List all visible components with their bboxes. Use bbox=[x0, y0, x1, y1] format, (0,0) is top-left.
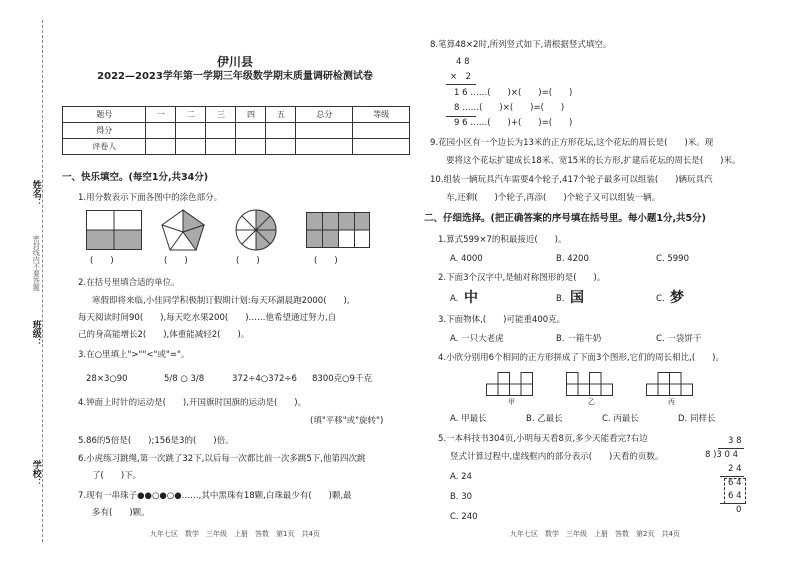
school-label: 学校： bbox=[30, 460, 41, 487]
s2-q2-opt-c[interactable]: C. bbox=[656, 294, 665, 304]
q8-row-5: 9 6 ……( )+( )=( ) bbox=[454, 118, 573, 128]
q3-item-2[interactable]: 5/8 ○ 3/8 bbox=[164, 374, 205, 384]
q9-line2: 要将这个花坛扩建成长18米、宽15米的长方形,扩建后花坛的周长是( )米。 bbox=[446, 156, 741, 166]
header-cell: 二 bbox=[176, 107, 206, 123]
q4-line1: 4.钟面上时针的运动是( ),开国旗时国旗的运动是( )。 bbox=[78, 398, 307, 408]
q10-line1: 10.组装一辆玩具汽车需要4个轮子,417个轮子最多可以组装( )辆玩具汽 bbox=[430, 175, 713, 185]
header-cell: 等级 bbox=[353, 107, 410, 123]
seal-dashed-line bbox=[42, 20, 43, 542]
s2-q3-opt-b[interactable]: B. 一箱牛奶 bbox=[556, 334, 602, 344]
q6-line1: 6.小虎练习跳绳,第一次跳了32下,以后每一次都比前一次多跳5下,他第四次跳 bbox=[78, 454, 366, 464]
div-line bbox=[720, 476, 744, 477]
s2-q1-opt-b[interactable]: B. 4200 bbox=[556, 254, 589, 264]
footer-right: 九年七区 数学 三年级 上册 答数 第2页 共4页 bbox=[510, 530, 680, 538]
q2-line3: 己的身高能增长2( ),体重能减轻2( )。 bbox=[78, 330, 250, 340]
header-cell: 总分 bbox=[296, 107, 353, 123]
row-label: 评卷人 bbox=[63, 139, 146, 155]
q1-text: 1.用分数表示下面各图中的涂色部分。 bbox=[78, 193, 223, 203]
footer-left: 九年七区 数学 三年级 上册 答数 第1页 共4页 bbox=[150, 530, 320, 538]
div-step-3: 6 4 bbox=[728, 491, 742, 501]
section1-title: 一、快乐填空。(每空1分,共34分) bbox=[62, 172, 209, 183]
q7-line2: 多有( )颗。 bbox=[92, 508, 150, 518]
shape-label-jia: 甲 bbox=[508, 398, 515, 406]
score-table-header-row bbox=[63, 107, 410, 123]
s2-q4-opt-d[interactable]: D. 同样长 bbox=[678, 414, 716, 424]
header-cell: 五 bbox=[266, 107, 296, 123]
q3-item-3[interactable]: 372÷4○372÷6 bbox=[232, 374, 297, 384]
s2-q5-opt-c[interactable]: C. 240 bbox=[450, 512, 478, 522]
shape-bing bbox=[646, 372, 706, 396]
q4-line2: (填"平移"或"旋转") bbox=[310, 416, 384, 426]
exam-title: 2022—2023学年第一学期三年级数学期末质量调研检测试卷 bbox=[97, 71, 373, 82]
q3-text: 3.在○里填上">""<"或"="。 bbox=[78, 350, 190, 360]
header-cell: 题号 bbox=[63, 107, 146, 123]
char-zhong: 中 bbox=[464, 290, 478, 306]
s2-q5-opt-b[interactable]: B. 30 bbox=[450, 492, 473, 502]
s2-q3-opt-a[interactable]: A. 一只大老虎 bbox=[450, 334, 504, 344]
div-dividend: 8 )3 0 4 bbox=[705, 450, 739, 460]
s2-q2-opt-a[interactable]: A. bbox=[450, 294, 459, 304]
q2-text: 2.在括号里填合适的单位。 bbox=[78, 278, 180, 288]
q6-line2: 了( )下。 bbox=[92, 471, 142, 481]
q8-text: 8.笔算48×2时,所列竖式如下,请根据竖式填空。 bbox=[430, 40, 612, 50]
div-step-2: 6 4 bbox=[728, 478, 742, 488]
q3-item-4[interactable]: 8300克○9千克 bbox=[312, 374, 372, 384]
s2-q1-opt-c[interactable]: C. 5990 bbox=[656, 254, 689, 264]
q8-row-4: 8 ……( )×( )=( ) bbox=[454, 103, 565, 113]
fraction-figure-circle bbox=[234, 208, 278, 252]
row-label: 得分 bbox=[63, 123, 146, 139]
q2-line2: 每天阅读时间90( ),每天吃水果200( )……他希望通过努力,自 bbox=[78, 313, 337, 323]
shape-label-yi: 乙 bbox=[588, 398, 595, 406]
section2-title: 二、仔细选择。(把正确答案的序号填在括号里。每小题1分,共5分) bbox=[424, 213, 707, 224]
seal-text: 密封线内不要答题 bbox=[32, 235, 41, 291]
s2-q5-opt-a[interactable]: A. 24 bbox=[450, 472, 472, 482]
div-bar bbox=[718, 448, 744, 449]
q8-line bbox=[446, 84, 476, 85]
div-remainder: 0 bbox=[736, 505, 742, 515]
s2-q3-opt-c[interactable]: C. 一袋饼干 bbox=[656, 334, 702, 344]
score-row bbox=[63, 123, 410, 139]
s2-q1-opt-a[interactable]: A. 4000 bbox=[450, 254, 483, 264]
q1-blank-2[interactable]: ( ) bbox=[164, 256, 188, 266]
div-line bbox=[720, 503, 744, 504]
s2-q2-opt-b[interactable]: B. bbox=[556, 294, 565, 304]
s2-q1-text: 1.算式599×7的积最接近( )。 bbox=[438, 235, 567, 245]
q8-line bbox=[446, 116, 476, 117]
shape-jia bbox=[486, 372, 546, 396]
div-step-1: 2 4 bbox=[728, 464, 742, 474]
county-title: 伊川县 bbox=[216, 55, 253, 69]
s2-q4-opt-b[interactable]: B. 乙最长 bbox=[526, 414, 563, 424]
grader-row bbox=[63, 139, 410, 155]
char-meng: 梦 bbox=[670, 290, 684, 306]
q10-line2: 车,还剩( )个轮子,再添( )个轮子又可以组装一辆。 bbox=[446, 193, 661, 203]
s2-q4-opt-c[interactable]: C. 丙最长 bbox=[602, 414, 639, 424]
q3-item-1[interactable]: 28×3○90 bbox=[86, 374, 128, 384]
header-cell: 三 bbox=[206, 107, 236, 123]
div-quotient: 3 8 bbox=[728, 436, 742, 446]
header-cell: 四 bbox=[236, 107, 266, 123]
s2-q4-opt-a[interactable]: A. 甲最长 bbox=[450, 414, 487, 424]
q7-line1: 7.现有一串珠子●●○●○●……,其中黑珠有18颗,白珠最少有( )颗,最 bbox=[78, 491, 352, 501]
q8-row-3: 1 6 ……( )×( )=( ) bbox=[454, 88, 573, 98]
s2-q5-line2: 竖式计算过程中,虚线框内的部分表示( )天看的页数。 bbox=[450, 452, 664, 462]
header-cell: 一 bbox=[146, 107, 176, 123]
q8-row-2: × 2 bbox=[450, 72, 472, 82]
q2-line1: 寒假即将来临,小佳同学积极制订假期计划:每天环湖晨跑2000( ), bbox=[92, 296, 350, 306]
class-label: 班级： bbox=[30, 320, 41, 347]
shape-label-bing: 丙 bbox=[668, 398, 675, 406]
fraction-figure-grid bbox=[306, 212, 370, 248]
q9-line1: 9.花园小区有一个边长为13米的正方形花坛,这个花坛的周长是( )米。现 bbox=[430, 138, 714, 148]
q8-row-1: 4 8 bbox=[456, 57, 470, 67]
fraction-figure-rect bbox=[86, 210, 142, 250]
fraction-figure-pentagon bbox=[160, 208, 206, 252]
s2-q3-text: 3.下面物体,( )可能重400克。 bbox=[438, 315, 566, 325]
score-table bbox=[62, 106, 410, 155]
shape-yi bbox=[566, 372, 626, 396]
name-label: 姓名： bbox=[30, 180, 41, 207]
s2-q2-text: 2.下面3个汉字中,是轴对称图形的是( )。 bbox=[438, 273, 606, 283]
s2-q5-line1: 5.一本科技书304页,小明每天看8页,多少天能看完?右边 bbox=[438, 434, 648, 444]
s2-q4-text: 4.小欣分别用6个相同的正方形拼成了下面3个图形,它们的周长相比,( )。 bbox=[438, 353, 724, 363]
q5-text: 5.86的5倍是( );156是3的( )倍。 bbox=[78, 436, 234, 446]
char-guo: 国 bbox=[570, 290, 584, 306]
q1-blank-1[interactable]: ( ) bbox=[90, 256, 114, 266]
q1-blank-4[interactable]: ( ) bbox=[314, 256, 338, 266]
q1-blank-3[interactable]: ( ) bbox=[236, 256, 260, 266]
